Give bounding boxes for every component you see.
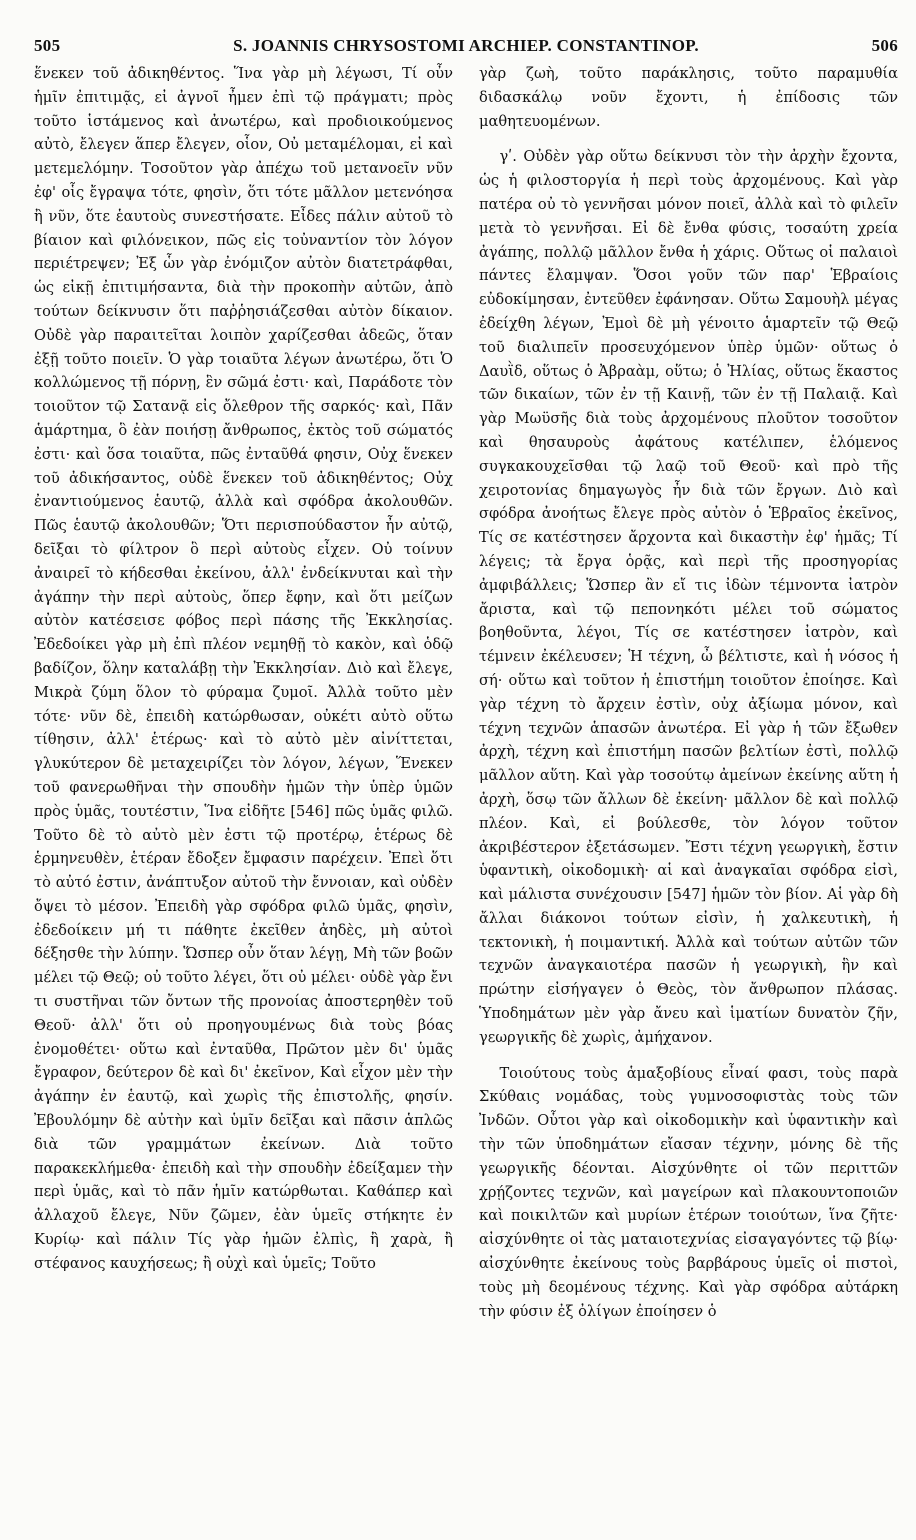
paragraph: Τοιούτους τοὺς ἁμαξοβίους εἶναί φασι, τοὺς παρὰ Σκύθαις νομάδας, τοὺς γυμνοσοφιστὰς τοὺς τῶν Ἰνδῶν. Οὗτοι γὰρ καὶ οἰκοδομικὴν καὶ ὑφαντικὴν καὶ τὴν τῶν ὑποδημάτων εἴασαν τέχνην, μόνης δὲ τῆς γεωργικῆς δέονται. Αἰσχύνθητε οἱ τῶν περιττῶν χρῄζοντες τεχνῶν, καὶ μαγείρων καὶ πλακουντοποιῶν καὶ ποικιλτῶν καὶ μυρίων ἑτέρων τοιούτων, ἵνα ζῆτε· αἰσχύνθητε οἱ τὰς ματαιοτεχνίας εἰσαγαγόντες τῷ βίῳ· αἰσχύνθητε ἐκείνους τοὺς βαρβάρους ὑμεῖς οἱ πιστοὶ, τοὺς μὴ δεομένους τέχνης. Καὶ γὰρ σφόδρα αὐτάρκη τὴν φύσιν ἐξ ὀλίγων ἐποίησεν ὁ — [479, 1064, 898, 1320]
text-columns — [34, 62, 898, 1323]
page-number-left: 505 — [34, 36, 61, 55]
running-header — [34, 36, 898, 56]
paragraph: γʹ. Οὐδὲν γὰρ οὕτω δείκνυσι τὸν τὴν ἀρχὴν ἔχοντα, ὡς ἡ φιλοστοργία ἡ περὶ τοὺς ἀρχομένους. Καὶ γὰρ πατέρα οὐ τὸ γεννῆσαι μόνον ποιεῖ, ἀλλὰ καὶ τὸ φιλεῖν μετὰ τὸ γεννῆσαι. Εἰ δὲ ἔνθα φύσις, τοσαύτη χρεία ἀγάπης, πολλῷ μᾶλλον ἔνθα ἡ χάρις. Οὕτως οἱ παλαιοὶ πάντες ἔλαμψαν. Ὅσοι γοῦν τῶν παρ' Ἑβραίοις εὐδοκίμησαν, ἐντεῦθεν ἐφάνησαν. Οὕτω Σαμουὴλ μέγας ἐδείχθη λέγων, Ἐμοὶ δὲ μὴ γένοιτο ἁμαρτεῖν τῷ Θεῷ τοῦ διαλιπεῖν προσευχόμενον ὑπὲρ ὑμῶν· οὕτως ὁ Δαυῒδ, οὕτως ὁ Ἀβραὰμ, οὕτω; ὁ Ἠλίας, οὕτως ἕκαστος τῶν δικαίων, τῶν ἐν τῇ Καινῇ, τῶν ἐν τῇ Παλαιᾷ. Καὶ γὰρ Μωϋσῆς διὰ τοὺς ἀρχομένους πλοῦτον τοσοῦτον καὶ θησαυροὺς ἀφάτους κατέλιπεν, ἑλόμενος συγκακουχεῖσθαι τῷ λαῷ τοῦ Θεοῦ· καὶ πρὸ τῆς χειροτονίας δημαγωγὸς ἦν διὰ τῶν ἔργων. Διὸ καὶ σφόδρα ἀνοήτως ἔλεγε πρὸς αὐτὸν ὁ Ἑβραῖος ἐκεῖνος, Τίς σε κατέστησεν ἄρχοντα καὶ δικαστὴν ἐφ' ἡμᾶς; Τί λέγεις; τὰ ἔργα ὁρᾷς, καὶ περὶ τῆς προσηγορίας ἀμφιβάλλεις; Ὥσπερ ἂν εἴ τις ἰδὼν τέμνοντα ἰατρὸν ἄριστα, καὶ τῷ πεπονηκότι μέλει τοῦ σώματος βοηθοῦντα, λέγοι, Τίς σε κατέστησεν ἰατρὸν, καὶ τέμνειν ἐκέλευσεν; Ἡ τέχνη, ὦ βέλτιστε, καὶ ἡ νόσος ἡ σή· οὕτω καὶ τοῦτον ἡ ἐπιστήμη τοιοῦτον ἐποίησε. Καὶ γὰρ τέχνη τὸ ἄρχειν ἐστὶν, οὐχ ἀξίωμα μόνον, καὶ τέχνη τεχνῶν ἁπασῶν ἀνωτέρα. Εἰ γὰρ ἡ τῶν ἔξωθεν ἀρχὴ, τέχνη καὶ ἐπιστήμη πασῶν βελτίων ἐστὶ, πολλῷ μᾶλλον αὕτη. Καὶ γὰρ τοσούτῳ ἀμείνων ἐκείνης αὕτη ἡ ἀρχὴ, ὅσῳ τῶν ἄλλων δὲ ἐκείνη· μᾶλλον δὲ καὶ πολλῷ πλέον. Καὶ, εἰ βούλεσθε, τὸν λόγον τοῦτον ἀκριβέστερον ἐξετάσωμεν. Ἔστι τέχνη γεωργικὴ, ἔστιν ὑφαντικὴ, οἰκοδομικὴ· αἱ καὶ ἀναγκαῖαι σφόδρα εἰσὶ, καὶ μάλιστα συνέχουσιν [547] ἡμῶν τὸν βίον. Αἱ γὰρ δὴ ἄλλαι διάκονοι τούτων εἰσὶν, ἡ χαλκευτικὴ, ἡ τεκτονικὴ, ἡ ποιμαντική. Ἀλλὰ καὶ τούτων αὐτῶν τῶν τεχνῶν ἀναγκαιοτέρα πασῶν ἡ γεωργικὴ, ἣν καὶ πρώτην εἰσήγαγεν ὁ Θεὸς, τὸν ἄνθρωπον πλάσας. Ὑποδημάτων μὲν γὰρ ἄνευ καὶ ἱματίων δυνατὸν ζῆν, γεωργικῆς δὲ χωρὶς, ἀμήχανον. — [479, 148, 898, 1046]
running-title: S. JOANNIS CHRYSOSTOMI ARCHIEP. CONSTANTINOP. — [233, 36, 699, 55]
right-column — [479, 62, 898, 1323]
paragraph: γὰρ ζωὴ, τοῦτο παράκλησις, τοῦτο παραμυθία διδασκάλῳ νοῦν ἔχοντι, ἡ ἐπίδοσις τῶν μαθητευομένων. — [479, 65, 898, 130]
left-column — [34, 62, 453, 1323]
page-number-right: 506 — [871, 36, 898, 55]
paragraph: ἕνεκεν τοῦ ἀδικηθέντος. Ἵνα γὰρ μὴ λέγωσι, Τί οὖν ἡμῖν ἐπιτιμᾷς, εἰ ἀγνοῖ ἦμεν ἐπὶ τῷ πράγματι; πρὸς τοῦτο ἱστάμενος καὶ ἀνωτέρω, καὶ προδιοικούμενος αὐτὸ, ἔλεγεν ἅπερ ἔλεγεν, οἷον, Οὐ μεταμέλομαι, εἰ καὶ μετεμελόμην. Τοσοῦτον γὰρ ἀπέχω τοῦ μετανοεῖν νῦν ἐφ' οἷς ἔγραψα τότε, φησὶν, ὅτι τότε μᾶλλον μετενόησα ἢ νῦν, ὅτε ἑαυτοὺς συνεστήσατε. Εἶδες πάλιν αὐτοῦ τὸ βίαιον καὶ φιλόνεικον, πῶς εἰς τοὐναντίον τὸν λόγον περιέτρεψεν; Ἐξ ὧν γὰρ ἐνόμιζον αὐτὸν διατετράφθαι, ὡς εἰκῇ ἐπιτιμήσαντα, διὰ τὴν προκοπὴν αὐτῶν, ἀπὸ τούτων δείκνυσιν ὅτι παῤῥησιάζεσθαι αὐτὸν δίκαιον. Οὐδὲ γὰρ παραιτεῖται λοιπὸν χαρίζεσθαι ἀδεῶς, ὅταν ἐξῇ τοῦτο ποιεῖν. Ὁ γὰρ τοιαῦτα λέγων ἀνωτέρω, ὅτι Ὁ κολλώμενος τῇ πόρνῃ, ἓν σῶμά ἐστι· καὶ, Παράδοτε τὸν τοιοῦτον τῷ Σατανᾷ εἰς ὄλεθρον τῆς σαρκός· καὶ, Πᾶν ἁμάρτημα, ὃ ἐὰν ποιήσῃ ἄνθρωπος, ἐκτὸς τοῦ σώματός ἐστι· καὶ ὅσα τοιαῦτα, πῶς ἐνταῦθά φησιν, Οὐχ ἕνεκεν τοῦ ἀδικήσαντος, οὐδὲ ἕνεκεν τοῦ ἀδικηθέντος; Οὐχ ἐναντιούμενος ἑαυτῷ, ἀλλὰ καὶ σφόδρα ἀκολουθῶν. Πῶς ἑαυτῷ ἀκολουθῶν; Ὅτι περισπούδαστον ἦν αὐτῷ, δεῖξαι τὸ φίλτρον ὃ περὶ αὐτοὺς εἶχεν. Οὐ τοίνυν ἀναιρεῖ τὸ κήδεσθαι ἐκείνου, ἀλλ' ἐνδείκνυται καὶ τὴν ἀγάπην τὴν περὶ αὐτοὺς, ὅπερ ἔφην, καὶ ὅτι μείζων αὐτὸν κατέσεισε φόβος περὶ πάσης τῆς Ἐκκλησίας. Ἐδεδοίκει γὰρ μὴ ἐπὶ πλέον νεμηθῇ τὸ κακὸν, καὶ ὁδῷ βαδίζον, ὅλην καταλάβῃ τὴν Ἐκκλησίαν. Διὸ καὶ ἔλεγε, Μικρὰ ζύμη ὅλον τὸ φύραμα ζυμοῖ. Ἀλλὰ τοῦτο μὲν τότε· νῦν δὲ, ἐπειδὴ κατώρθωσαν, οὐκέτι αὐτὸ οὕτω τίθησιν, ἀλλ' ἑτέρως· καὶ τὸ αὐτὸ μὲν αἰνίττεται, γλυκύτερον δὲ μεταχειρίζει τὸν λόγον, λέγων, Ἕνεκεν τοῦ φανερωθῆναι τὴν σπουδὴν ἡμῶν τὴν ὑπὲρ ὑμῶν πρὸς ὑμᾶς, τουτέστιν, Ἵνα εἰδῆτε [546] πῶς ὑμᾶς φιλῶ. Τοῦτο δὲ τὸ αὐτὸ μὲν ἐστι τῷ προτέρῳ, ἑτέρως δὲ ἑρμηνευθὲν, ἑτέραν ἔδοξεν ἔμφασιν παρέχειν. Ἐπεὶ ὅτι τὸ αὐτό ἐστιν, ἀνάπτυξον αὐτοῦ τὴν ἔννοιαν, καὶ οὐδὲν ὄψει τὸ μέσον. Ἐπειδὴ γὰρ σφόδρα φιλῶ ὑμᾶς, φησὶν, ἐδεδοίκειν μή τι πάθητε ἐκεῖθεν ἀηδὲς, μὴ αὐτοὶ δέξησθε τὴν λύπην. Ὥσπερ οὖν ὅταν λέγῃ, Μὴ τῶν βοῶν μέλει τῷ Θεῷ; οὐ τοῦτο λέγει, ὅτι οὐ μέλει· οὐδὲ γὰρ ἔνι τι συστῆναι τῶν ὄντων τῆς προνοίας ἀποστερηθὲν τοῦ Θεοῦ· ἀλλ' ὅτι οὐ προηγουμένως διὰ τοὺς βόας ἐνομοθέτει· οὕτω καὶ ἐνταῦθα, Πρῶτον μὲν δι' ὑμᾶς ἔγραφον, δεύτερον δὲ καὶ δι' ἐκεῖνον, Καὶ εἶχον μὲν τὴν ἀγάπην ἐν ἑαυτῷ, καὶ χωρὶς τῆς ἐπιστολῆς, φησίν. Ἐβουλόμην δὲ αὐτὴν καὶ ὑμῖν δεῖξαι καὶ πᾶσιν ἁπλῶς διὰ τῶν γραμμάτων ἐκείνων. Διὰ τοῦτο παρακεκλήμεθα· ἐπειδὴ καὶ τὴν σπουδὴν ἐδείξαμεν τὴν περὶ ὑμᾶς, καὶ τὸ πᾶν ἡμῖν κατώρθωται. Καθάπερ καὶ ἀλλαχοῦ ἔλεγε, Νῦν ζῶμεν, ἐὰν ὑμεῖς στήκητε ἐν Κυρίῳ· καὶ πάλιν Τίς γὰρ ἡμῶν ἐλπὶς, ἢ χαρὰ, ἢ στέφανος καυχήσεως; ἢ οὐχὶ καὶ ὑμεῖς; Τοῦτο — [34, 65, 453, 1272]
